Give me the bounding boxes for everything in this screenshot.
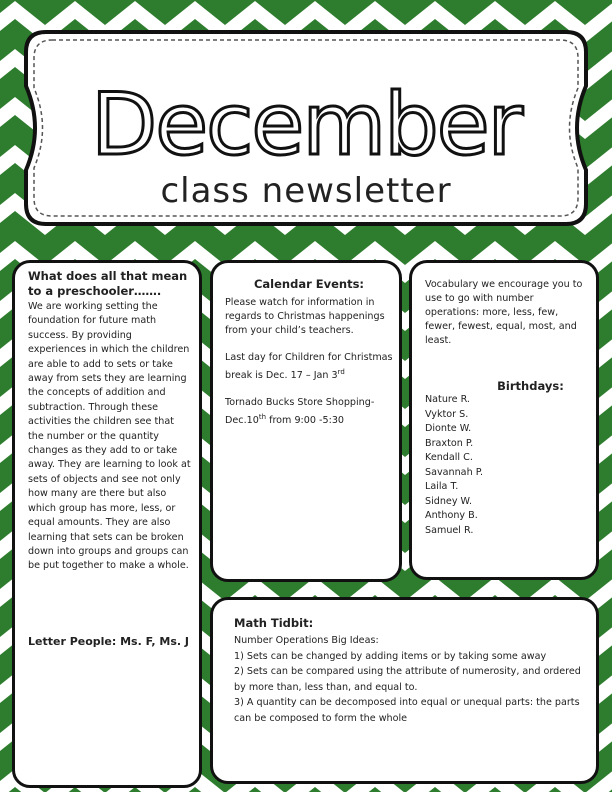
preschooler-meaning-panel [12,260,202,788]
birthday-item: Anthony B. [425,510,478,521]
birthday-item: Sidney W. [425,495,472,507]
birthday-item: Dionte W. [425,423,472,434]
math-item: 2) Sets can be compared using the attribute of numerosity, and ordered by more than, less than, and equal to. [234,666,581,693]
newsletter-title: December [91,75,521,175]
header-banner [16,14,596,242]
preschooler-body: We are working setting the foundation for future math success. By providing experiences in which the children are able to add to sets or take away from sets they are learning the concepts of addition and subtraction. Through these activities the children see that the number or the quantity changes as they add to or take away. They are learning to look at sets of objects and see not only how many are there but also which group has more, less, or equal amounts. They are also learning that sets can be broken down into groups and groups can be put together to make a whole. [28,301,191,572]
birthday-item: Nature R. [425,394,470,405]
math-item: 1) Sets can be changed by adding items or by taking some away [234,650,547,662]
math-item: 3) A quantity can be decomposed into equal or unequal parts: the parts can be composed to form the whole [234,697,580,724]
birthdays-list [425,393,588,538]
calendar-event-store: Tornado Bucks Store Shopping- Dec.10th from 9:00 -5:30 [225,397,375,427]
math-heading: Math Tidbit: [234,616,314,630]
calendar-heading: Calendar Events: [253,277,365,291]
birthday-item: Vyktor S. [425,408,469,420]
math-tidbit-panel [210,597,599,784]
vocab-birthdays-panel [409,260,599,580]
preschooler-heading: What does all that mean to a preschooler……. [28,269,188,298]
birthday-item: Savannah P. [425,466,484,478]
birthday-item: Samuel R. [425,524,474,536]
birthday-item: Laila T. [425,481,459,492]
math-subheading: Number Operations Big Ideas: [234,635,379,646]
calendar-intro: Please watch for information in regards to Christmas happenings from your child’s teachers. [225,297,385,336]
birthday-item: Braxton P. [425,437,474,449]
vocabulary-text: Vocabulary we encourage you to use to go with number operations: more, less, few, fewer, fewest, equal, most, and least. [425,279,583,346]
birthday-item: Kendall C. [425,452,473,463]
birthdays-heading: Birthdays: [497,379,564,393]
letter-people-line: Letter People: Ms. F, Ms. J [28,635,189,648]
calendar-events-panel [210,260,402,582]
newsletter-subtitle: class newsletter [160,171,452,211]
calendar-event-break: Last day for Children for Christmas break is Dec. 17 – Jan 3rd [225,352,393,382]
